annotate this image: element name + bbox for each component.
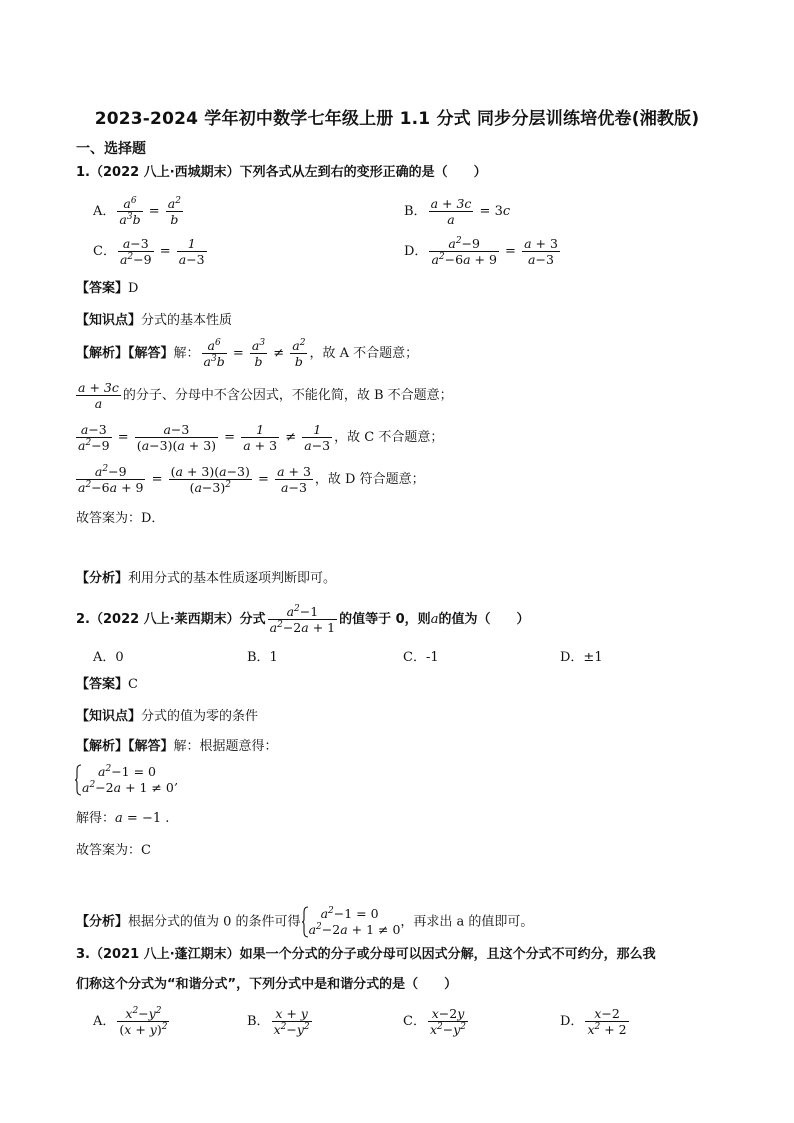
q1-option-a: A． $\frac{a^6}{a^3b}$ = $\frac{a^2}{b}$: [93, 196, 181, 227]
q2-answer: 【答案】C: [76, 677, 138, 692]
q2-equation-system: $a^2-1 = 0$ $a^2-2a + 1 \ne 0$’: [74, 764, 178, 796]
q2-solution-intro: 【解析】【解答】解：根据题意得：: [76, 739, 278, 754]
brace-icon: [301, 906, 309, 938]
q2-option-d: D．±1: [560, 650, 603, 665]
q3-stem-line2: 们称这个分式为“和谐分式”，下列分式中是和谐分式的是（ ）: [76, 977, 458, 992]
q1-answer: 【答案】D: [76, 281, 139, 296]
brace-icon: [74, 764, 82, 796]
q2-analysis: 【分析】根据分式的值为 0 的条件可得 $a^2-1 = 0$ $a^2-2a + 1 \ne 0$ ，再求出 a 的值即可。: [76, 906, 534, 937]
q1-solution-line2: $\frac{a + 3c}{a}$ 的分子、分母中不含公因式，不能化简，故 B 不合题意；: [78, 380, 453, 411]
q2-solve: 解得：a = −1 .: [76, 811, 170, 826]
q2-option-b: B．1: [247, 650, 278, 665]
q1-solution-line1: 【解析】【解答】解： $\frac{a^6}{a^3b}$ = $\frac{a^3}{b}$ ≠ $\frac{a^2}{b}$ ，故 A 不合题意；: [76, 338, 419, 369]
q1-option-d: D． $\frac{a^2-9}{a^2-6a + 9}$ = $\frac{a + 3}{a-3}$: [404, 236, 558, 267]
q3-option-b: B． $\frac{x + y}{x^2-y^2}$: [247, 1006, 310, 1037]
q3-stem-line1: 3.（2021 八上·蓬江期末）如果一个分式的分子或分母可以因式分解，且这个分式不可约分，那么我: [76, 947, 656, 962]
q2-option-a: A．0: [93, 650, 124, 665]
q1-option-b: B． $\frac{a + 3c}{a}$ = 3c: [404, 196, 511, 227]
q1-final-answer: 故答案为：D．: [76, 511, 165, 526]
q2-stem: 2.（2022 八上·莱西期末）分式 $\frac{a^2-1}{a^2-2a + 1}$ 的值等于 0，则a的值为（ ）: [76, 604, 530, 635]
q2-option-c: C．-1: [403, 650, 439, 665]
q2-final-answer: 故答案为：C: [76, 843, 151, 858]
q3-option-a: A． $\frac{x^2-y^2}{(x + y)^2}$: [93, 1006, 168, 1037]
q3-option-c: C． $\frac{x-2y}{x^2-y^2}$: [403, 1006, 467, 1037]
q1-option-c: C． $\frac{a-3}{a^2-9}$ = $\frac{1}{a-3}$: [93, 236, 205, 267]
q1-analysis: 【分析】利用分式的基本性质逐项判断即可。: [76, 571, 337, 586]
q3-option-d: D． $\frac{x-2}{x^2 + 2}$: [560, 1006, 627, 1037]
page-title: 2023-2024 学年初中数学七年级上册 1.1 分式 同步分层训练培优卷(湘教版): [94, 109, 700, 129]
q2-knowledge-point: 【知识点】分式的值为零的条件: [76, 709, 259, 724]
q1-solution-line4: $\frac{a^2-9}{a^2-6a + 9}$ = $\frac{(a + 3)(a-3)}{(a-3)^2}$ = $\frac{a + 3}{a-3}$ ，故 D 符合题意；: [78, 464, 425, 495]
q1-knowledge-point: 【知识点】分式的基本性质: [76, 313, 233, 328]
q1-stem: 1.（2022 八上·西城期末）下列各式从左到右的变形正确的是（ ）: [76, 165, 487, 180]
q1-solution-line3: $\frac{a-3}{a^2-9}$ = $\frac{a-3}{(a-3)(a + 3)}$ = $\frac{1}{a + 3}$ ≠ $\frac{1}{a-3}$ ，故 C 不合题意；: [78, 422, 444, 453]
section-heading: 一、选择题: [76, 141, 146, 157]
